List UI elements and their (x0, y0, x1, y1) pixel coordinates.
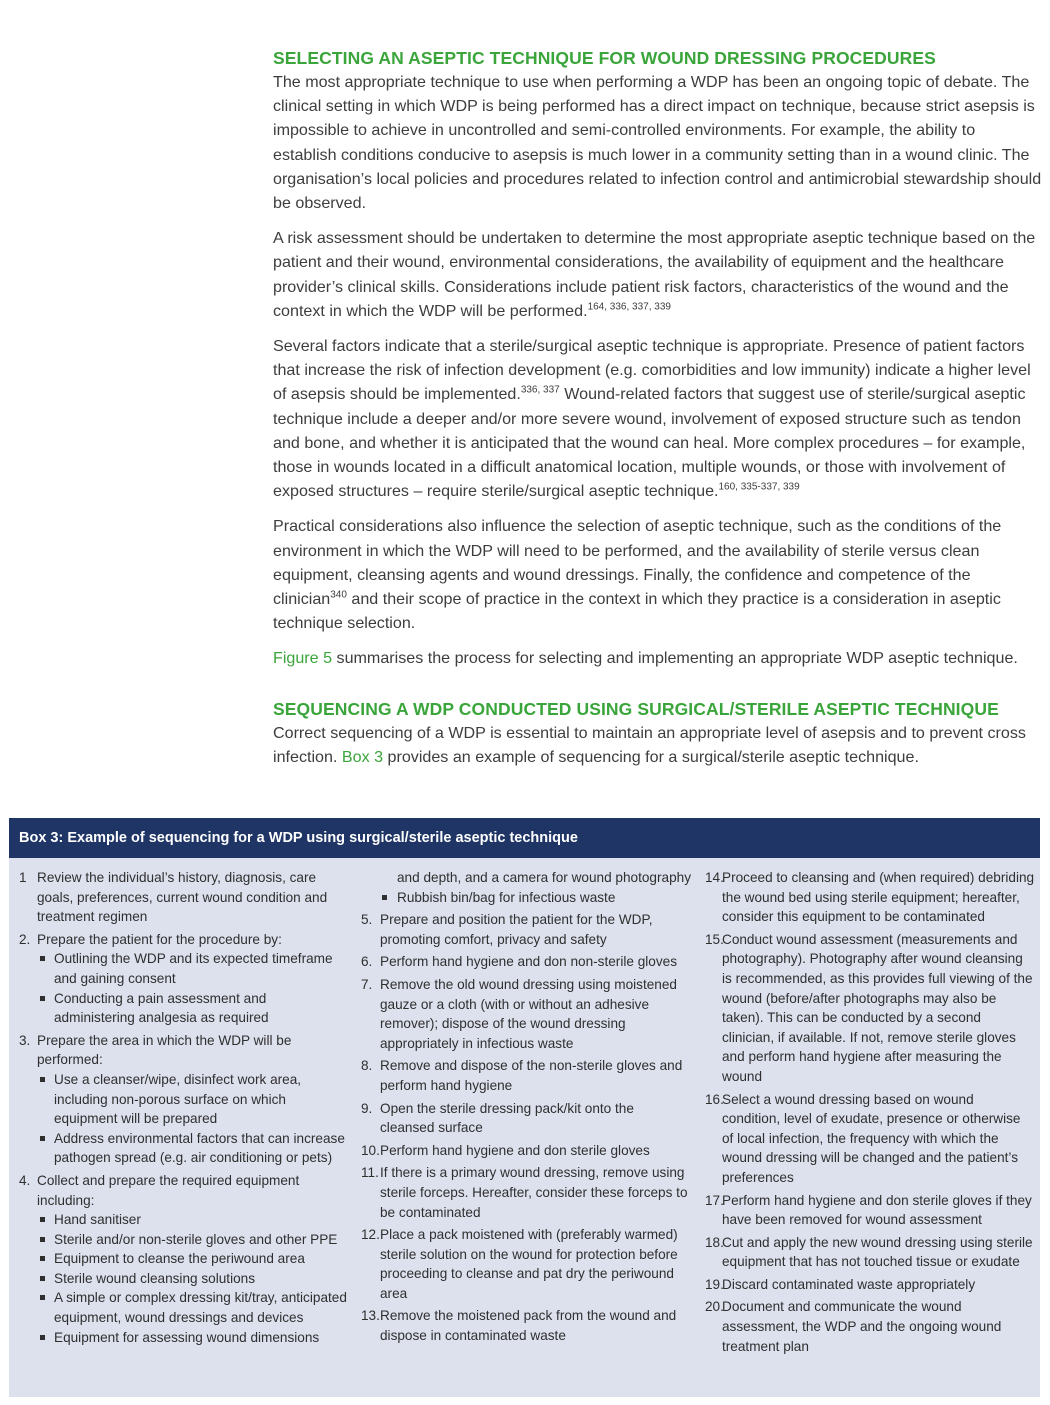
step-text: Document and communicate the wound assessment, the WDP and the ongoing wound treatment plan (722, 1299, 1002, 1354)
paragraph-3-text-b: Wound-related factors that suggest use of sterile/surgical aseptic technique include a deeper and/or more severe wound, involvement of exposed structure such as tendon and bone, and whether it is anticipated that the wound can heal. More complex procedures – for example, those in wounds located in a difficult anatomical location, multiple wounds, or those with involvement of exposed structures – require sterile/surgical aseptic technique. (273, 385, 1026, 501)
step-text: If there is a primary wound dressing, remove using sterile forceps. Hereafter, consider these forceps to be contaminated (380, 1165, 688, 1220)
step-2-sublist (37, 949, 349, 1027)
step-17 (705, 1191, 1035, 1230)
step-5 (361, 910, 691, 949)
sub-item-continued: and depth, and a camera for wound photography (397, 870, 691, 885)
step-6 (361, 952, 691, 972)
step-number: 12. (361, 1227, 380, 1243)
step-1 (19, 868, 349, 927)
step-10 (361, 1141, 691, 1161)
citation-ref: 336, 337 (520, 385, 560, 397)
step-text: Place a pack moistened with (preferably warmed) sterile solution on the wound for protection before proceeding to cleanse and pat dry the periwound area (380, 1227, 678, 1301)
step-4-sublist (37, 1210, 349, 1347)
step-number: 18. (705, 1234, 724, 1250)
sub-item: Use a cleanser/wipe, disinfect work area, including non-porous surface on which equipment will be prepared (37, 1070, 349, 1129)
step-12 (361, 1225, 691, 1303)
step-number: 13. (361, 1308, 380, 1324)
step-text: Select a wound dressing based on wound condition, level of exudate, presence or otherwise of local infection, the frequency with which the wound dressing will be changed and the patient’s preferences (722, 1091, 1021, 1185)
step-16 (705, 1090, 1035, 1188)
step-text: Prepare the area in which the WDP will be performed: (37, 1032, 292, 1068)
box-column-2 (361, 868, 691, 1349)
step-13 (361, 1306, 691, 1345)
step-number: 7. (361, 976, 373, 992)
step-text: Discard contaminated waste appropriately (722, 1276, 976, 1292)
step-number: 9. (361, 1100, 373, 1116)
paragraph-1-text: The most appropriate technique to use when performing a WDP has been an ongoing topic of debate. The clinical setting in which WDP is being performed has a direct impact on technique, because strict asepsis is impossible to achieve in uncontrolled and semi-controlled environments. For example, the ability to establish conditions conducive to asepsis is much lower in a community setting than in a wound clinic. The organisation’s local policies and procedures related to infection control and antimicrobial stewardship should be observed. (273, 73, 1042, 213)
step-14 (705, 868, 1035, 927)
sub-item: Equipment to cleanse the periwound area (37, 1249, 349, 1269)
citation-ref: 164, 336, 337, 339 (587, 301, 671, 313)
sub-item: Address environmental factors that can increase pathogen spread (e.g. air conditioning or pets) (37, 1129, 349, 1168)
box-3-link[interactable]: Box 3 (341, 747, 384, 766)
steps-list-3 (705, 868, 1035, 1356)
step-number: 11. (361, 1165, 379, 1181)
step-number: 10. (361, 1142, 380, 1158)
step-text: Conduct wound assessment (measurements and photography). Photography after wound cleansing is recommended, as this provides full viewing of the wound (before/after photographs may also be taken). This can be conducted by a second clinician, if available. If not, remove sterile gloves and perform hand hygiene after measuring the wound (722, 931, 1033, 1084)
step-text: Review the individual’s history, diagnosis, care goals, preferences, current wound condition and treatment regimen (37, 870, 328, 925)
sub-item: A simple or complex dressing kit/tray, anticipated equipment, wound dressings and devices (37, 1288, 349, 1327)
paragraph-2-text: A risk assessment should be undertaken to determine the most appropriate aseptic technique based on the patient and their wound, environmental considerations, the availability of equipment and the healthcare provider’s clinical skills. Considerations include patient risk factors, characteristics of the wound and the context in which the WDP will be performed. (273, 229, 1036, 320)
step-text: Remove and dispose of the non-sterile gloves and perform hand hygiene (380, 1058, 683, 1093)
step-text: Perform hand hygiene and don non-sterile gloves (380, 954, 677, 970)
step-text: Remove the moistened pack from the wound and dispose in contaminated waste (380, 1308, 677, 1344)
step-19 (705, 1275, 1035, 1295)
step-number: 17. (705, 1192, 724, 1208)
step-9 (361, 1099, 691, 1138)
sub-item: Conducting a pain assessment and administering analgesia as required (37, 989, 349, 1028)
sub-item: Equipment for assessing wound dimensions (37, 1328, 349, 1348)
step-8 (361, 1056, 691, 1095)
main-text (273, 46, 1043, 780)
citation-ref: 160, 335-337, 339 (718, 481, 800, 493)
step-text: Remove the old wound dressing using moistened gauze or a cloth (with or without an adhesive remover); dispose of the wound dressing appropriately in infectious waste (380, 976, 677, 1051)
step-number: 15. (705, 931, 724, 947)
steps-list-1 (19, 868, 349, 1347)
sub-item: Rubbish bin/bag for infectious waste (361, 888, 691, 908)
paragraph-2 (273, 226, 1043, 323)
paragraph-6-text-b: provides an example of sequencing for a surgical/sterile aseptic technique. (383, 747, 919, 766)
paragraph-3-text-a: Several factors indicate that a sterile/surgical aseptic technique is appropriate. Presence of patient factors that increase the risk of infection development (e.g. comorbidities and low immunity) indicate a higher level of asepsis should be implemented. (273, 337, 1031, 404)
step-text: Perform hand hygiene and don sterile gloves (380, 1142, 650, 1158)
step-number: 8. (361, 1058, 373, 1074)
step-text: Proceed to cleansing and (when required) debriding the wound bed using sterile equipment; hereafter, consider this equipment to be contaminated (722, 870, 1035, 925)
paragraph-4 (273, 514, 1043, 635)
step-text: Perform hand hygiene and don sterile gloves if they have been removed for wound assessment (722, 1192, 1032, 1228)
step-number: 14. (705, 870, 724, 885)
step-text: Cut and apply the new wound dressing using sterile equipment that has not touched tissue or exudate (722, 1234, 1033, 1270)
section-heading-sequencing: SEQUENCING A WDP CONDUCTED USING SURGICAL/STERILE ASEPTIC TECHNIQUE (273, 698, 999, 719)
section-heading-selecting: SELECTING AN ASEPTIC TECHNIQUE FOR WOUND DRESSING PROCEDURES (273, 48, 936, 68)
box-3 (9, 818, 1040, 1397)
paragraph-5-text: summarises the process for selecting and implementing an appropriate WDP aseptic technique. (332, 649, 1018, 668)
step-number: 20. (705, 1299, 724, 1315)
step-text: Open the sterile dressing pack/kit onto the cleansed surface (380, 1100, 634, 1136)
paragraph-6 (273, 721, 1043, 769)
step-number: 2. (19, 931, 31, 947)
sub-item: Sterile and/or non-sterile gloves and other PPE (37, 1230, 349, 1250)
step-number: 3. (19, 1032, 31, 1048)
paragraph-6-text-a: Correct sequencing of a WDP is essential to maintain an appropriate level of asepsis and to prevent cross infection. (273, 723, 1026, 766)
figure-5-link[interactable]: Figure 5 (273, 649, 333, 668)
step-number: 1 (19, 870, 27, 885)
step-number: 5. (361, 912, 373, 928)
box-3-title: Box 3: Example of sequencing for a WDP using surgical/sterile aseptic technique (9, 818, 1040, 858)
step-3 (19, 1031, 349, 1168)
paragraph-5 (273, 646, 1043, 670)
step-15 (705, 930, 1035, 1087)
citation-ref: 340 (330, 589, 347, 601)
box-column-3 (705, 868, 1035, 1359)
step-text: Prepare the patient for the procedure by: (37, 931, 282, 947)
sub-item: Outlining the WDP and its expected timeframe and gaining consent (37, 949, 349, 988)
box-column-1 (19, 868, 349, 1350)
step-11 (361, 1163, 691, 1222)
sub-item: Sterile wound cleansing solutions (37, 1269, 349, 1289)
steps-list-2 (361, 910, 691, 1345)
step-number: 16. (705, 1091, 724, 1107)
paragraph-3 (273, 334, 1043, 503)
paragraph-4-text-a: Practical considerations also influence the selection of aseptic technique, such as the conditions of the environment in which the WDP will need to be performed, and the availability of sterile versus clean equipment, cleansing agents and wound dressings. Finally, the confidence and competence of the clinician (273, 517, 1002, 609)
step-4 (19, 1171, 349, 1347)
step-7 (361, 975, 691, 1053)
step-number: 4. (19, 1172, 31, 1188)
step-18 (705, 1233, 1035, 1272)
step-text: Collect and prepare the required equipment including: (37, 1172, 300, 1208)
paragraph-1 (273, 70, 1043, 215)
step-number: 19. (705, 1276, 724, 1292)
step-number: 6. (361, 954, 373, 970)
sub-item: Hand sanitiser (37, 1210, 349, 1230)
step-2 (19, 930, 349, 1028)
step-3-sublist (37, 1070, 349, 1168)
paragraph-4-text-b: and their scope of practice in the context in which they practice is a consideration in aseptic technique selection. (273, 590, 1001, 633)
step-text: Prepare and position the patient for the WDP, promoting comfort, privacy and safety (380, 912, 653, 947)
step-20 (705, 1297, 1035, 1356)
